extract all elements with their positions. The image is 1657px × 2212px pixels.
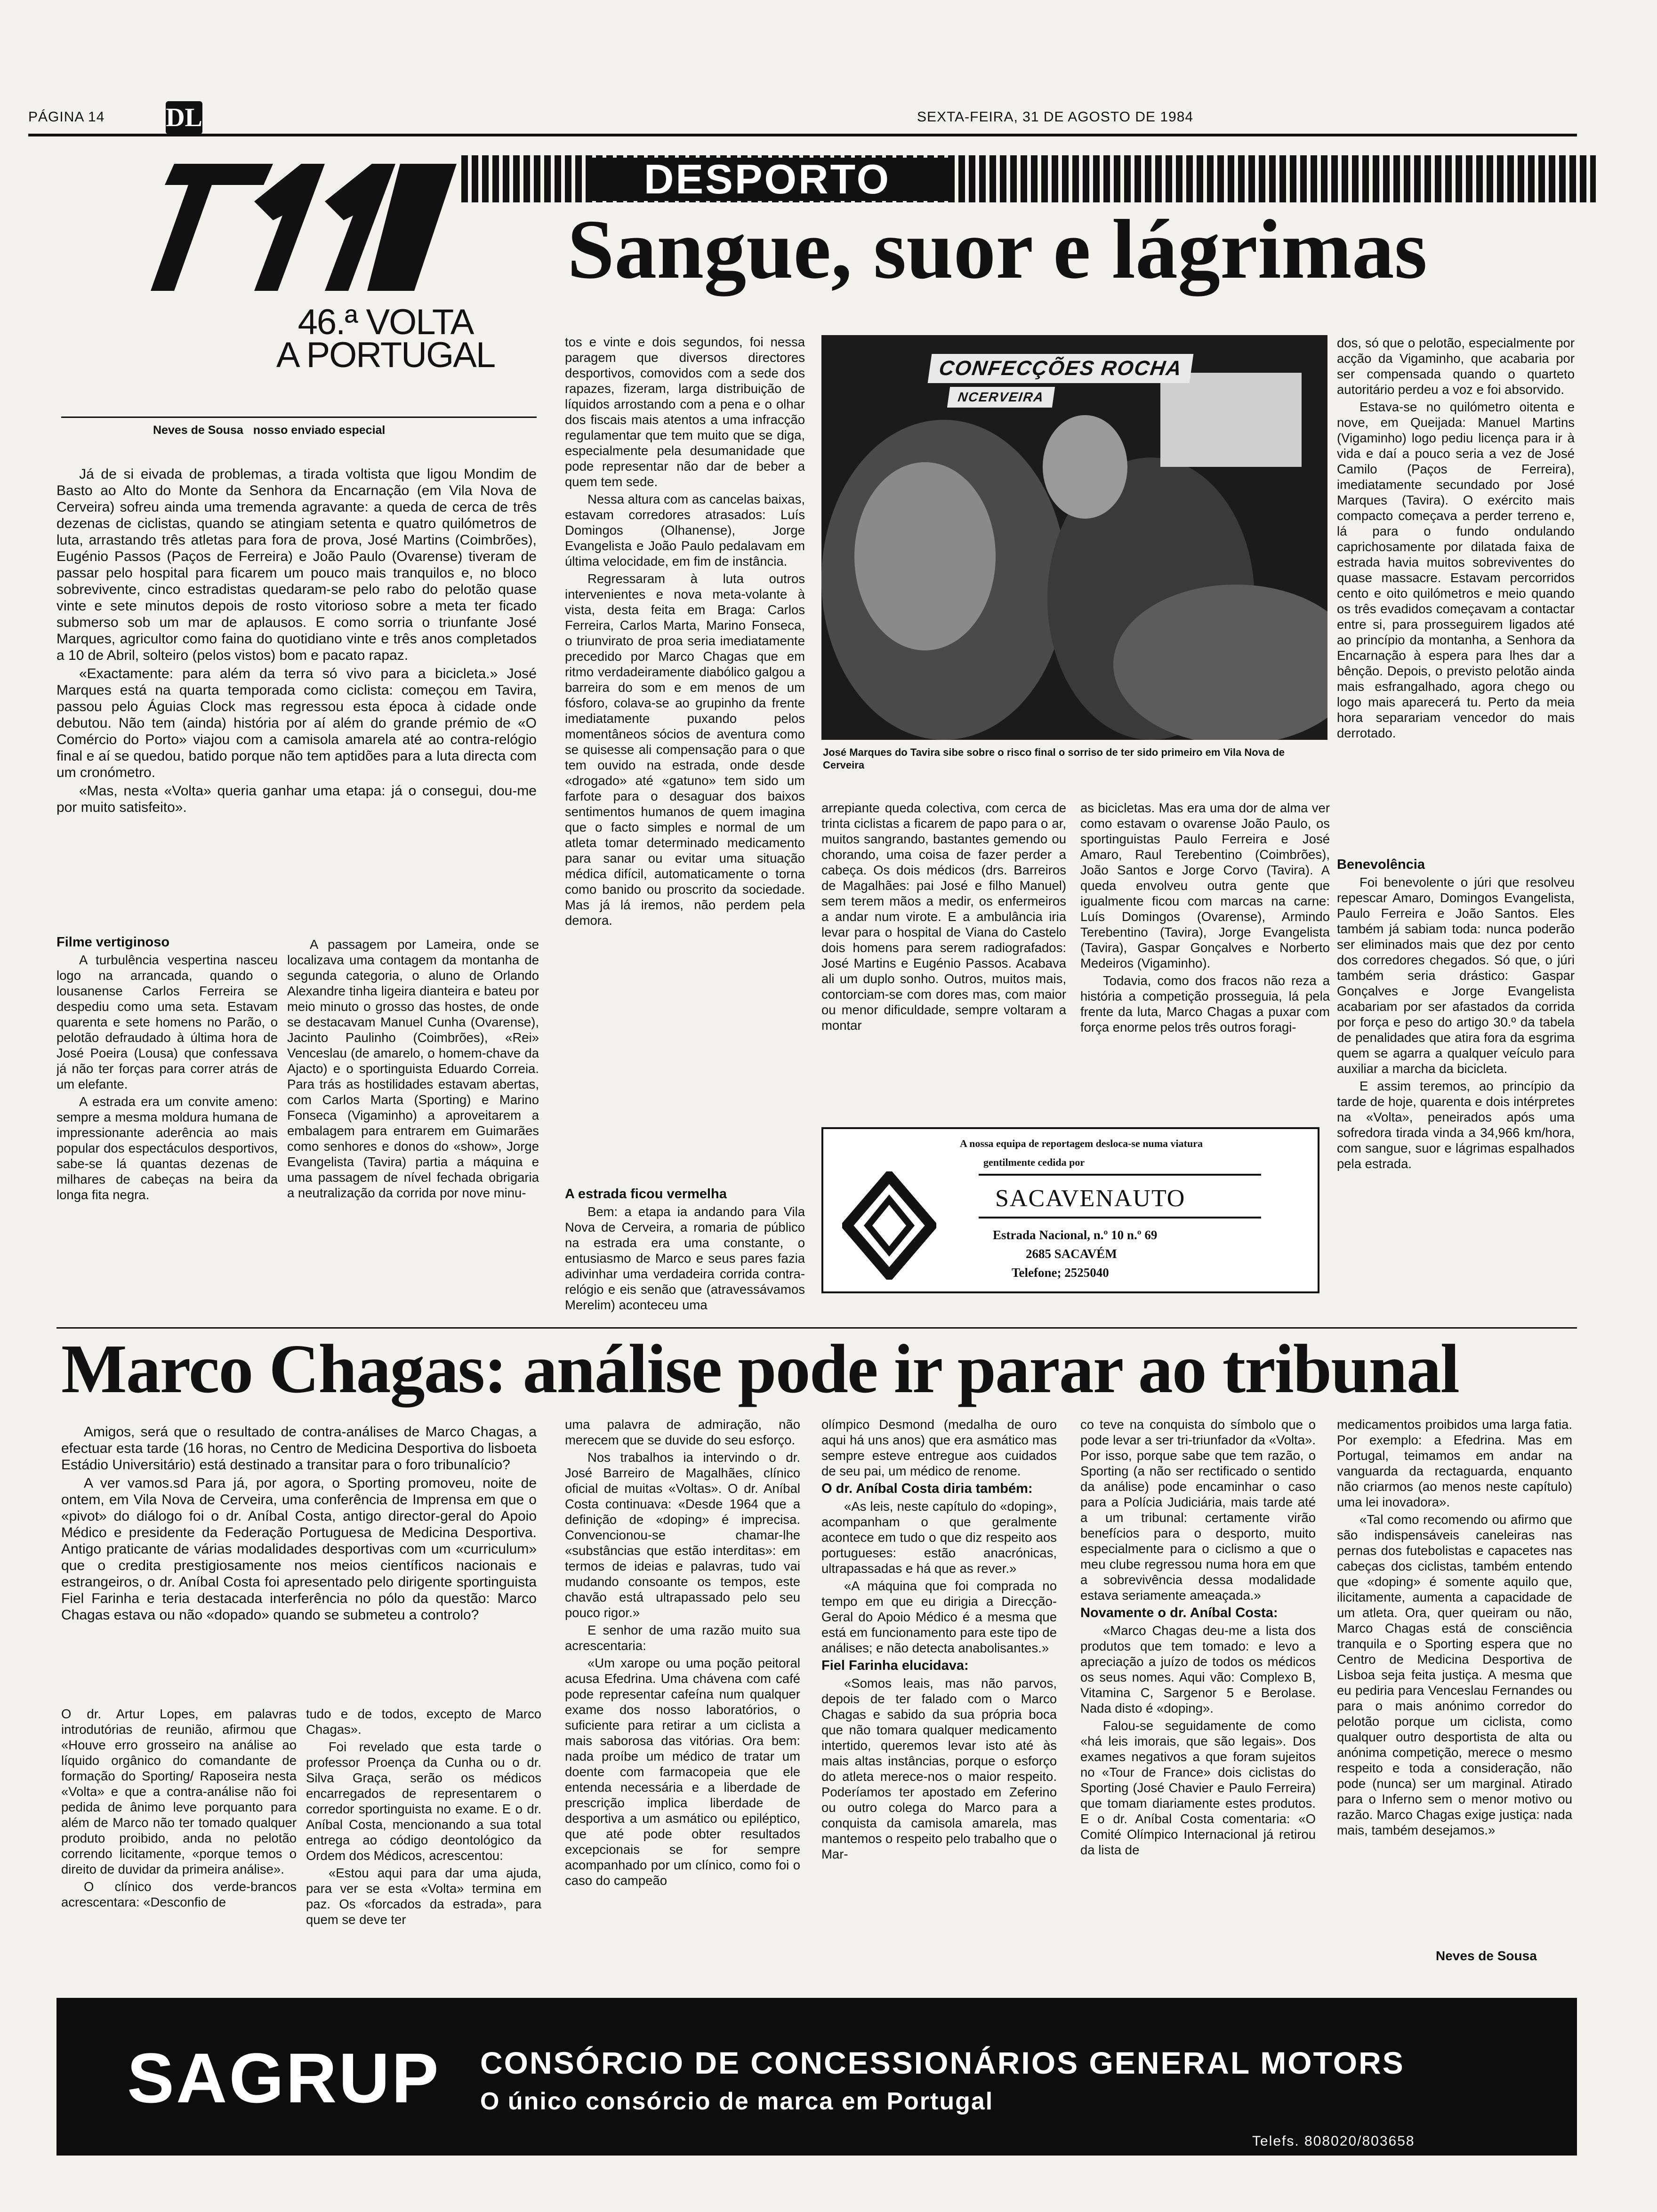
sacavenauto-ad — [821, 1127, 1319, 1293]
body-paragraph: «Um xarope ou uma poção peitoral acusa Efedrina. Uma chávena com café pode representar cafeína num qualquer exame dos nosso laboratórios, o suficiente para retirar a um ciclista a mais saborosa das vitórias. Ora bem: nada proíbe um médico de tratar um doente com farmacopeia que ele entenda necessária e a liberdade de prescrição implica liberdade de desportiva a um asmático ou epiléptico, que até pode obter resultados excepcionais se for sempre acompanhado por um clínico, como foi o caso do campeão — [565, 1656, 800, 1888]
body-paragraph: «Estou aqui para dar uma ajuda, para ver se esta «Volta» termina em paz. Os «forcados da estrada», para quem se deve ter — [306, 1866, 541, 1927]
body-paragraph: A estrada era um convite ameno: sempre a mesma moldura humana de impressionante aderência ao mais popular dos espectáculos desportivos, sabe-se lá quantas dezenas de milhares de cabeças na beira da longa fita negra. — [56, 1094, 278, 1202]
byline-role: nosso enviado especial — [253, 424, 386, 437]
issue-date: SEXTA-FEIRA, 31 DE AGOSTO DE 1984 — [917, 109, 1194, 125]
body-paragraph: dos, só que o pelotão, especialmente por acção da Vigaminho, que acabaria por ser compensada quando o quarteto autoritário perdeu a voz e foi absorvido. — [1337, 336, 1575, 397]
lead-paragraph: A ver vamos.sd Para já, por agora, o Sporting promoveu, noite de ontem, em Vila Nova de Cerveira, uma conferência de Imprensa em que o «pivot» do diálogo foi o dr. Aníbal Costa, antigo director-geral do Apoio Médico e presidente da Federação Portuguesa de Medicina Desportiva. Antigo praticante de várias modalidades desportivas com um «curriculum» que o credita prestigiosamente nos meios científicos nacionais e estrangeiros, o dr. Aníbal Costa foi apresentado pelo dirigente sportinguista Fiel Farinha e teria destacada interferência no pólo da questão: Marco Chagas estava ou não «dopado» quando se submeteu a controlo? — [61, 1475, 537, 1623]
body-paragraph: A turbulência vespertina nasceu logo na arrancada, quando o lousanense Carlos Ferreira se despediu como uma seta. Estavam quarenta e sete homens no Parão, o pelotão defraudado à última hora de José Poeira (Lousa) que confessava já não ter forças para correr atrás de um elefante. — [56, 953, 278, 1091]
body-paragraph: Regressaram à luta outros intervenientes e nova meta-volante à vista, desta feita em Braga: Carlos Ferreira, Carlos Marta, Marino Fonseca, o triunvirato de proa seria imediatamente precedido por Marco Chagas que em ritmo verdadeiramente diabólico galgou a barreira do som e em menos de um fósforo, colava-se ao grupinho da frente imediatamente puxando pelos momentâneos sócios de aventura como se quisesse ali compensação para o que tem ouvido na estrada, onde desde «drogado» até «gatuno» tem sido um farfote para o desaguar dos baixos sentimentos humanos de quem imagina que o facto simples e normal de um atleta tomar determinado medicamento para sanar ou evitar uma situação médica difícil, automaticamente o torna como banido ou proscrito da sociedade. Mas já lá iremos, não perdem pela demora. — [565, 571, 805, 928]
ad-rule — [979, 1217, 1261, 1218]
masthead-rule — [28, 134, 1577, 136]
article2-column-4 — [821, 1417, 1057, 1979]
page-number: PÁGINA 14 — [28, 109, 105, 125]
subheading: Novamente o dr. Aníbal Costa: — [1080, 1605, 1278, 1620]
body-paragraph: tos e vinte e dois segundos, foi nessa paragem que diversos directores desportivos, comovidos com a sede dos rapazes, fizeram, larga distribuição de líquidos arrostando com a pena e o olhar dos fiscais mais atentos a uma infracção regulamentar que tem muito que se diga, especialmente pela desumanidade que pode representar não dar de beber a quem tem sede. — [565, 335, 805, 489]
byline-rule — [61, 417, 537, 418]
body-paragraph: O clínico dos verde-brancos acrescentara: «Desconfio de — [61, 1879, 297, 1909]
body-paragraph: uma palavra de admiração, não merecem que se duvide do seu esforço. — [565, 1417, 800, 1447]
body-paragraph: Foi revelado que esta tarde o professor Proença da Cunha ou o dr. Silva Graça, serão os médicos encarregados de representarem o corredor sportinguista no exame. E o dr. Aníbal Costa, mencionando a sua total entrega ao código deontológico da Ordem dos Médicos, acrescentou: — [306, 1739, 541, 1863]
lead-paragraph: Amigos, será que o resultado de contra-análises de Marco Chagas, a efectuar esta tarde (16 horas, no Centro de Medicina Desportiva do lisboeta Estádio Universitário) está destinado a transitar para o foro tribunalício? — [61, 1424, 537, 1473]
subheading-estrada: A estrada ficou vermelha — [565, 1186, 727, 1202]
ad-brand: SAGRUP — [127, 2038, 441, 2117]
subheading: O dr. Aníbal Costa diria também: — [821, 1481, 1033, 1496]
article2-signature: Neves de Sousa — [1436, 1948, 1537, 1963]
body-paragraph: co teve na conquista do símbolo que o pode levar a ser tri-triunfador da «Volta». Por isso, porque sabe que tem razão, o Sporting (a não ser rectificado o sentido da análise) pode encaminhar o caso para a Polícia Judiciária, mais tarde até a um tribunal: certamente virão benefícios para o desporto, muito especialmente para o ciclismo a que o meu clube regressou numa hora em que a sobrevivência dessa modalidade estava seriamente ameaçada.» — [1080, 1417, 1316, 1603]
article2-column-1 — [61, 1706, 297, 1979]
article2-column-2 — [306, 1706, 541, 1979]
subheading: Fiel Farinha elucidava: — [821, 1658, 969, 1673]
article-column-f — [1337, 335, 1575, 853]
article-photo — [821, 335, 1327, 740]
article2-lead — [61, 1424, 537, 1697]
volta-title — [275, 302, 496, 375]
article-column-b — [287, 937, 539, 1322]
body-paragraph: A passagem por Lameira, onde se localizava uma contagem da montanha de segunda categoria, o aluno de Orlando Alexandre tinha ligeira dianteira e bateu por meio minuto o grosso das hostes, de onde se destacavam Manuel Cunha (Ovarense), Jacinto Paulinho (Coimbrões), «Rei» Venceslau (de amarelo, o homem-chave da Ajacto) e o sportinguista Eduardo Correia. Para trás as hostilidades estavam abertas, com Carlos Marta (Sporting) e Marino Fonseca (Vigaminho) a aproveitarem a embalagem para entrarem em Guimarães como senhores e donos do «show», Jorge Evangelista (Tavira) partia a máquina e uma passagem de nível fechada obrigaria a neutralização da corrida por nove minu- — [287, 937, 539, 1200]
body-paragraph: as bicicletas. Mas era uma dor de alma ver como estavam o ovarense João Paulo, os sportinguistas Paulo Ferreira e José Amaro, Raul Terebentino (Coimbrões), João Santos e Jorge Corvo (Tavira). A queda envolveu outra gente que igualmente ficou com marcas na carne: Luís Domingos (Ovarense), Armindo Terebentino (Tavira), Jorge Evangelista (Tavira), Gaspar Gonçalves e Norberto Medeiros (Vigaminho). — [1080, 801, 1330, 970]
sagrup-ad — [56, 1998, 1577, 2156]
body-paragraph: E senhor de uma razão muito sua acrescentaria: — [565, 1623, 800, 1653]
newspaper-logo: DL — [166, 101, 202, 134]
lead-paragraph: «Mas, nesta «Volta» queria ganhar uma etapa: já o consegui, dou-me por muito satisfeito». — [56, 783, 537, 815]
body-paragraph: «A máquina que foi comprada no tempo em que eu dirigia a Direcção-Geral do Apoio Médico é a mesma que está em funcionamento para este tipo de análises; e não detecta anabolisantes.» — [821, 1579, 1057, 1655]
ad-line1: A nossa equipa de reportagem desloca-se numa viatura — [960, 1138, 1203, 1149]
volta-logo-graphic — [146, 150, 466, 305]
body-paragraph: medicamentos proibidos uma larga fatia. Por exemplo: a Efedrina. Mas em Portugal, teimamos em andar na vanguarda da rectaguarda, enquanto não criarmos (ao menos neste capítulo) uma lei inovadora». — [1337, 1417, 1572, 1509]
byline-name: Neves de Sousa — [153, 424, 243, 437]
volta-title-line1: 46.ª VOLTA — [298, 302, 474, 342]
ad-tagline: CONSÓRCIO DE CONCESSIONÁRIOS GENERAL MOTORS — [480, 2045, 1405, 2080]
body-paragraph: Nessa altura com as cancelas baixas, estavam corredores atrasados: Luís Domingos (Olhanense), Jorge Evangelista e João Paulo pedalavam em última velocidade, em fim de instância. — [565, 492, 805, 569]
article-column-e — [1080, 800, 1330, 1106]
lead-paragraph: «Exactamente: para além da terra só vivo para a bicicleta.» José Marques está na quarta temporada como ciclista: começou em Tavira, passou pelo Águias Clock mas regressou esta época à cidade onde debutou. Não tem (ainda) história por aí além do grande prémio de «O Comércio do Porto» viajou com a camisola amarela até ao contra-relógio final e aí se quedou, batido porque não tem aptidões para a luta directa com um cronómetro. — [56, 666, 537, 780]
photo-caption: José Marques do Tavira sibe sobre o risco final o sorriso de ter sido primeiro em Vila Nova de Cerveira — [823, 746, 1285, 771]
ad-line2: gentilmente cedida por — [983, 1156, 1085, 1168]
article-column-f2 — [1337, 857, 1575, 1304]
section-label: DESPORTO — [586, 158, 949, 201]
article-lead — [56, 466, 537, 922]
body-paragraph: «Marco Chagas deu-me a lista dos produtos que tem tomado: e levo a apreciação a juízo de todos os médicos os seus nomes. Aqui vão: Complexo B, Vitamina C, Sargenor 5 e Berolase. Nada disto é «doping». — [1080, 1623, 1316, 1715]
article-column-c — [565, 334, 805, 1167]
body-paragraph: olímpico Desmond (medalha de ouro aqui há uns anos) que era asmático mas sempre esteve entregue aos cuidados de seu pai, um médico de renome. — [821, 1417, 1057, 1478]
article2-column-5 — [1080, 1417, 1316, 1979]
ad-address: Estrada Nacional, n.º 10 n.º 69 — [993, 1228, 1158, 1242]
article-divider — [56, 1327, 1577, 1329]
body-paragraph: E assim teremos, ao princípio da tarde de hoje, quarenta e dois intérpretes na «Volta», peneirados após uma sofredora tirada vinda a 34,966 km/hora, com sangue, suor e lágrimas espalhados pela estrada. — [1337, 1079, 1575, 1171]
photo-sign: CONFECÇÕES ROCHA — [928, 354, 1194, 383]
body-paragraph: Estava-se no quilómetro oitenta e nove, em Queijada: Manuel Martins (Vigaminho) logo pediu licença para ir à vida e daí a pouco seria a vez de José Camilo (Paços de Ferreira), imediatamente secundado por José Marques (Tavira). O exército mais compacto começava a perder terreno e, lá para o fundo ondulando caprichosamente por dilatada faixa de estrada havia muitos sobreviventes do quase massacre. Estavam percorridos cento e oito quilómetros e meio quando os três evadidos começavam a contactar entre si, para prosseguirem ligados até ao princípio da montanha, a Senhora da Encarnação à espera para lhes dar a bênção. Depois, o previsto pelotão ainda mais esfrangalhado, agora chego ou logo mais aparecerá tu. Perto da meia hora separariam vencedor do mais derrotado. — [1337, 400, 1575, 740]
body-paragraph: «Somos leais, mas não parvos, depois de ter falado com o Marco Chagas e sabido da sua própria boca que não tomara qualquer medicamento intertido, queremos levar isto até às mais altas instâncias, porque o esforço do atleta merece-nos o maior respeito. Poderíamos ter apostado em Zeferino ou outro colega do Marco para a conquista da camisola amarela, mas mantemos o respeito pelo trabalho que o Mar- — [821, 1676, 1057, 1861]
article2-column-6 — [1337, 1417, 1572, 1944]
article2-headline: Marco Chagas: análise pode ir parar ao tribunal — [61, 1330, 1459, 1408]
body-paragraph: Foi benevolente o júri que resolveu repescar Amaro, Domingos Evangelista, Paulo Ferreira e João Santos. Eles também já sabiam toda: nunca poderão ser eliminados mais que dez por cento dos corredores chegados. Só que, o júri também seria drástico: Gaspar Gonçalves e Jorge Evangelista acabariam por ser afastados da corrida por força e peso do artigo 30.º da tabela de penalidades que atira fora da esgrima quem se agarra a qualquer veículo para auxiliar a marcha da bicicleta. — [1337, 875, 1575, 1076]
ad-city: 2685 SACAVÉM — [1026, 1247, 1117, 1261]
body-paragraph: «Tal como recomendo ou afirmo que são indispensáveis caneleiras nas pernas dos futebolistas e capacetes nas cabeças dos ciclistas, também entendo que «doping» é somente aquilo que, ilicitamente, aumenta a capacidade de um atleta. Ora, quer queiram ou não, Marco Chagas está de consciência tranquila e o Sporting espera que no Centro de Medicina Desportiva de Lisboa seja feita justiça. A mesma que eu pediria para Venceslau Fernandes ou para o mais anónimo corredor do pelotão porque um ciclista, como qualquer outro desportista de alta ou anónima competição, merece o mesmo respeito e toda a consideração, não pode (nunca) ser um marginal. Atirado para o Inferno sem o menor motivo ou razão. Marco Chagas exige justiça: nada mais, também desejamos.» — [1337, 1512, 1572, 1837]
ad-subtitle: O único consórcio de marca em Portugal — [480, 2088, 994, 2115]
article-headline: Sangue, suor e lágrimas — [567, 202, 1427, 296]
ad-rule — [979, 1174, 1261, 1176]
photo-sign: NCERVEIRA — [947, 387, 1055, 408]
body-paragraph: Nos trabalhos ia intervindo o dr. José Barreiro de Magalhães, clínico oficial de muitas «Voltas». O dr. Aníbal Costa continuava: «Desde 1964 que a definição de «doping» é imprecisa. Convencionou-se chamar-lhe «substâncias que estão interditas»: em termos de ideias e palavras, tudo vai mudando consoante os tempos, este chavão está ultrapassado pelo seu pouco rigor.» — [565, 1450, 800, 1620]
subheading-benevolencia: Benevolência — [1337, 857, 1425, 872]
article-column-c2 — [565, 1186, 805, 1327]
body-paragraph: «As leis, neste capítulo do «doping», acompanham o que geralmente acontece em tudo o que diz respeito aos portugueses: estão anacrónicas, ultrapassadas e há que as rever.» — [821, 1499, 1057, 1576]
ad-company-name: SACAVENAUTO — [995, 1185, 1186, 1212]
subheading-filme: Filme vertiginoso — [56, 935, 170, 950]
volta-title-line2: A PORTUGAL — [276, 335, 495, 375]
body-paragraph: O dr. Artur Lopes, em palavras introdutórias de reunião, afirmou que «Houve erro grosseiro na análise ao líquido orgânico do comandante de formação do Sporting/ Raposeira nesta «Volta» e que a contra-análise não foi pedida de ânimo leve porquanto para além de Marco não ter tomado qualquer produto proibido, anda no pelotão correndo licitamente, «porque temos o direito de duvidar da primeira análise». — [61, 1707, 297, 1876]
body-paragraph: arrepiante queda colectiva, com cerca de trinta ciclistas a ficarem de papo para o ar, muitos sangrando, bastantes gemendo ou chorando, uma coisa de fazer perder a cabeça. Os dois médicos (drs. Barreiros de Magalhães: pai José e filho Manuel) sem terem mãos a medir, os enfermeiros a andar num virote. E a ambulância iria levar para o hospital de Viana do Castelo dois homens para serem radiografados: José Martins e Eugénio Passos. Acabava ali um duplo sonho. Outros, muitos mais, contorciam-se com dores mas, com maior ou menor dificuldade, sempre voltaram a montar — [821, 801, 1066, 1033]
body-paragraph: Falou-se seguidamente de como «há leis imorais, que são legais». Dos exames negativos a que foram sujeitos no «Tour de France» dois ciclistas do Sporting (José Chavier e Paulo Ferreira) que tomam diariamente estes produtos. E o dr. Aníbal Costa comentaria: «O Comité Olímpico Internacional já retirou da lista de — [1080, 1718, 1316, 1857]
body-paragraph: tudo e de todos, excepto de Marco Chagas». — [306, 1707, 541, 1737]
ad-phone: Telefone; 2525040 — [1012, 1266, 1109, 1280]
renault-logo — [842, 1171, 936, 1280]
body-paragraph: Bem: a etapa ia andando para Vila Nova de Cerveira, a romaria de público na estrada era uma constante, o entusiasmo de Marco e seus pares fazia adivinhar uma verdadeira corrida contra-relógio e eis senão que (atravessávamos Merelim) aconteceu uma — [565, 1204, 805, 1312]
ad-phone: Telefs. 808020/803658 — [1252, 2133, 1415, 2149]
article2-column-3 — [565, 1417, 800, 1979]
article-column-d — [821, 800, 1066, 1106]
body-paragraph: Todavia, como dos fracos não reza a história a competição prosseguia, lá pela frente da luta, Marco Chagas a puxar com força enorme pelos três outros foragi- — [1080, 973, 1330, 1034]
article-column-a — [56, 934, 278, 1325]
photo-scene — [821, 335, 1327, 740]
lead-paragraph: Já de si eivada de problemas, a tirada voltista que ligou Mondim de Basto ao Alto do Monte da Senhora da Encarnação (em Vila Nova de Cerveira) sofreu ainda uma tremenda agravante: a queda de cerca de três dezenas de ciclistas, quando se atingiam setenta e quatro quilómetros de luta, arrastando três atletas para fora de prova, José Martins (Coimbrões), Eugénio Passos (Paços de Ferreira) e João Paulo (Ovarense) tiveram de passar pelo hospital para ficarem um pouco mais tranquilos e, no bloco sobrevivente, cinco estradistas quedaram-se pelo rabo do pelotão quase vinte e sete minutos depois de rosto vitorioso sobre a meta ter ficado submerso sob um mar de aplausos. E como sorria o triunfante José Marques, agricultor como faina do quotidiano vinte e três anos completados a 10 de Abril, solteiro (pelos vistos) bom e pacato rapaz. — [56, 466, 537, 663]
byline — [153, 424, 385, 437]
